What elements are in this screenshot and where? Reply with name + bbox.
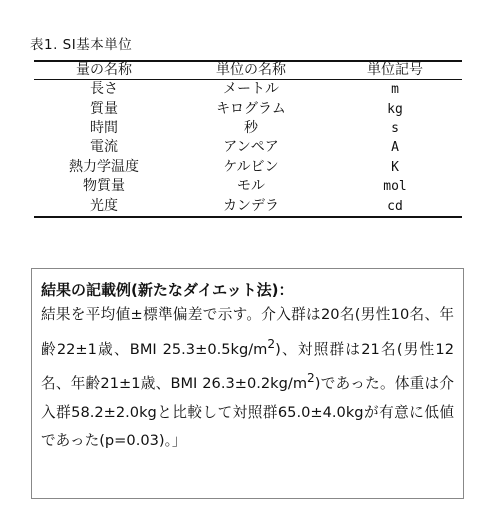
unit-symbol: kg — [387, 101, 403, 117]
quantity-name: 電流 — [90, 139, 118, 156]
quantity-name: 質量 — [90, 100, 118, 117]
unit-symbol: K — [391, 159, 399, 175]
unit-name: ケルビン — [223, 158, 279, 175]
unit-name: メートル — [223, 81, 279, 98]
example-body-part-2: )、対照群は21名(男性12名、年齢21±1歳、BMI 26.3±0.2kg/m — [41, 340, 454, 392]
quantity-name: 長さ — [90, 81, 118, 98]
unit-name: カンデラ — [174, 196, 328, 216]
unit-symbol: A — [391, 140, 399, 156]
table-row — [34, 177, 462, 196]
quantity-name: 物質量 — [83, 178, 125, 195]
unit-symbol: s — [391, 120, 399, 136]
unit-name: キログラム — [216, 100, 286, 117]
example-title: 結果の記載例(新たなダイエット法)： — [41, 281, 294, 299]
table-row — [34, 196, 462, 216]
table-header-row — [34, 61, 462, 80]
unit-symbol: m — [391, 82, 399, 98]
table-row — [34, 138, 462, 157]
table-row — [34, 119, 462, 138]
table-row — [34, 80, 462, 100]
si-base-units-table — [34, 60, 462, 218]
table-caption: 表1. SI基本単位 — [30, 37, 133, 53]
header-quantity-name: 量の名称 — [34, 61, 174, 80]
unit-name: モル — [237, 178, 265, 195]
header-unit-name: 単位の名称 — [174, 61, 328, 80]
example-body-part-3: )であった。体重は介入群58.2±2.0kgと比較して対照群65.0±4.0kgが有意に低値であった(p=0.03)。」 — [41, 374, 454, 450]
header-unit-symbol: 単位記号 — [328, 61, 462, 80]
unit-symbol: mol — [383, 179, 407, 195]
superscript-2: 2 — [307, 371, 315, 386]
quantity-name: 光度 — [34, 196, 174, 216]
example-body — [41, 301, 454, 456]
result-example-box — [31, 268, 464, 499]
unit-symbol: cd — [328, 196, 462, 216]
table-row — [34, 99, 462, 118]
unit-name: 秒 — [244, 119, 258, 136]
superscript-2: 2 — [267, 336, 276, 351]
quantity-name: 熱力学温度 — [69, 158, 139, 175]
table-row — [34, 158, 462, 177]
unit-name: アンペア — [223, 139, 279, 156]
quantity-name: 時間 — [90, 119, 118, 136]
example-body-part-1: 結果を平均値±標準偏差で示す。介入群は20名(男性10名、年齢22±1歳、BMI 25.3±0.5kg/m — [41, 306, 454, 358]
